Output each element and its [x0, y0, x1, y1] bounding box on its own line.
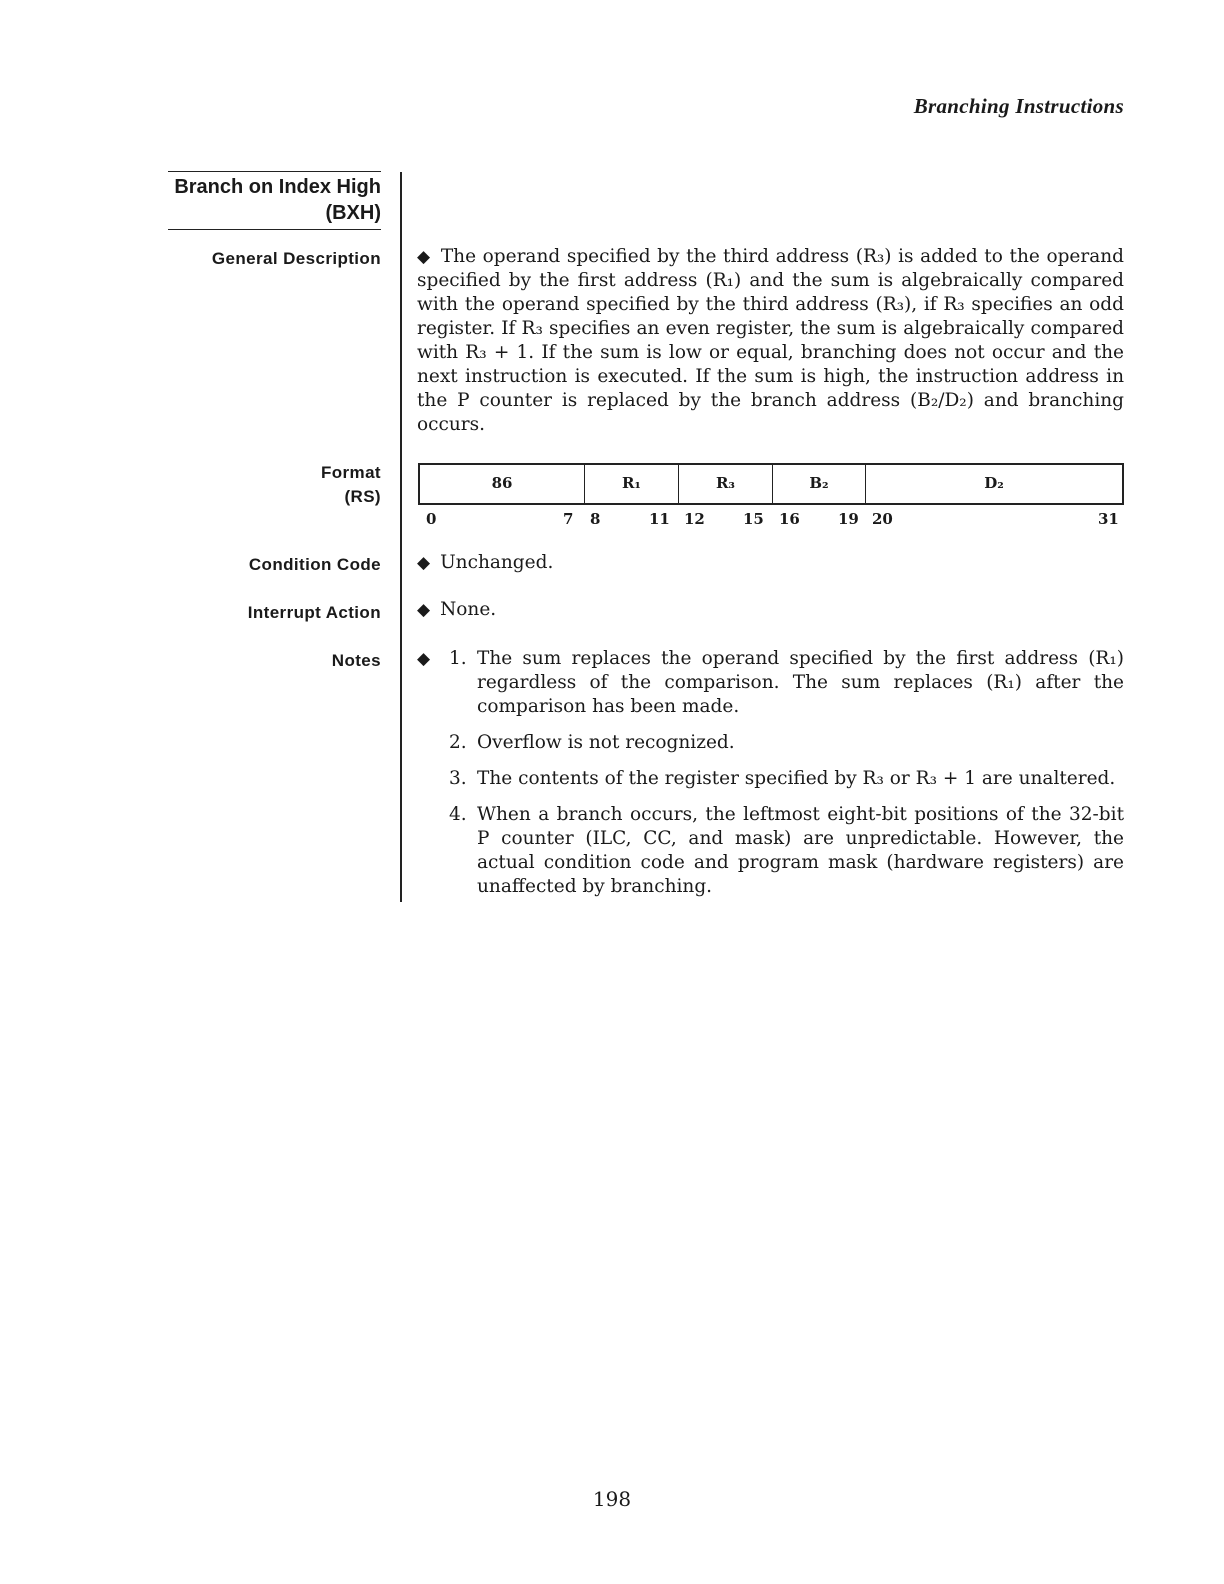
note-number: 4. — [449, 804, 467, 825]
general-description-text: The operand specified by the third address (R₃) is added to the operand specified by the first address (R₁) and the sum is algebraically compared with the operand specified by the third address (R₃), if R₃ specifies an odd register. If R₃ specifies an even register, the sum is algebraically compared with R₃ + 1. If the sum is low or equal, branching does not occur and the next instruction is executed. If the sum is high, the instruction address in the P counter is replaced by the branch address (B₂/D₂) and branching occurs. — [417, 246, 1124, 435]
bit-position: 20 — [872, 510, 893, 528]
label-general-description: General Description — [211, 249, 381, 268]
note-number: 3. — [449, 768, 467, 789]
section-title-name: Branch on Index High — [174, 176, 381, 198]
section-title-mnemonic: (BXH) — [325, 202, 381, 224]
diamond-bullet-icon: ◆ — [417, 649, 431, 669]
note-number: 1. — [449, 648, 467, 669]
page-number: 198 — [592, 1487, 632, 1511]
format-field-r1: R₁ — [585, 465, 679, 503]
list-item — [417, 767, 1124, 791]
note-text: Overflow is not recognized. — [477, 732, 735, 753]
list-item — [417, 731, 1124, 755]
list-item — [417, 803, 1124, 899]
diamond-bullet-icon: ◆ — [417, 553, 431, 573]
bit-position: 12 — [684, 510, 705, 528]
bit-position: 15 — [743, 510, 764, 528]
notes-list — [417, 647, 1124, 911]
section-title — [168, 171, 381, 230]
format-field-r3: R₃ — [679, 465, 773, 503]
bit-position: 11 — [649, 510, 670, 528]
general-description — [417, 245, 1124, 437]
diamond-bullet-icon: ◆ — [417, 600, 431, 620]
bit-position: 7 — [563, 510, 574, 528]
format-field-opcode: 86 — [420, 465, 585, 503]
bit-position: 16 — [779, 510, 800, 528]
label-notes: Notes — [331, 651, 381, 670]
note-text: The sum replaces the operand specified by the first address (R₁) regardless of the comparison. The sum replaces (R₁) after the comparison has been made. — [477, 648, 1124, 717]
list-item — [417, 647, 1124, 719]
bit-position: 31 — [1098, 510, 1119, 528]
bit-position: 0 — [426, 510, 437, 528]
condition-code — [417, 551, 1124, 575]
format-field-d2: D₂ — [984, 474, 1004, 492]
running-head: Branching Instructions — [913, 94, 1124, 118]
column-divider — [400, 172, 402, 902]
interrupt-action — [417, 598, 1124, 622]
label-format: Format — [320, 463, 381, 482]
format-field-b2: B₂ — [773, 465, 866, 503]
label-format-type: (RS) — [344, 487, 381, 506]
bit-position: 19 — [838, 510, 859, 528]
instruction-format-diagram — [418, 463, 1124, 505]
condition-code-text: Unchanged. — [440, 552, 554, 573]
note-text: When a branch occurs, the leftmost eight-bit positions of the 32-bit P counter (ILC, CC, and mask) are unpredictable. However, the actual condition code and program mask (hardware registers) are unaffected by branching. — [477, 804, 1124, 897]
note-number: 2. — [449, 732, 467, 753]
diamond-bullet-icon: ◆ — [417, 247, 431, 267]
label-interrupt-action: Interrupt Action — [247, 603, 381, 622]
interrupt-action-text: None. — [440, 599, 497, 620]
bit-position: 8 — [590, 510, 601, 528]
label-condition-code: Condition Code — [248, 555, 381, 574]
note-text: The contents of the register specified by R₃ or R₃ + 1 are unaltered. — [477, 768, 1116, 789]
